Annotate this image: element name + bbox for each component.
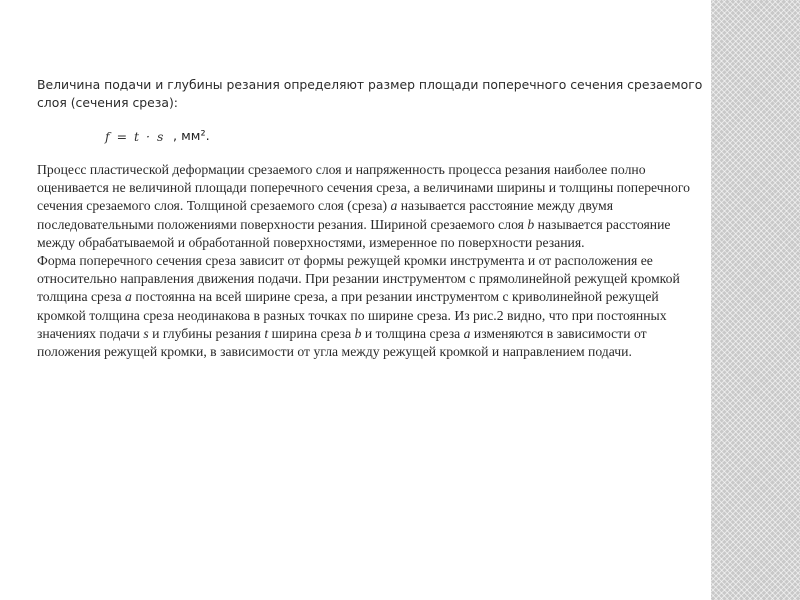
decorative-side-band: [711, 0, 800, 600]
text-segment: постоянна на всей ширине среза, а при резании инструментом с криволинейной режущей кромкой толщина среза неодинакова в разных точках по ширине среза. Из рис.2 видно, что при постоянных значениях подачи: [37, 289, 667, 341]
cut-shape-paragraph: [37, 252, 707, 361]
text-segment: ширина среза: [268, 325, 355, 341]
text-segment: и глубины резания: [148, 325, 265, 341]
paragraph-gap: [37, 147, 707, 161]
variable-a: а: [125, 289, 132, 305]
text-segment: и толщина среза: [361, 325, 464, 341]
variable-t: t: [264, 325, 269, 341]
area-formula: f = t · s: [105, 128, 165, 144]
variable-s: s: [143, 325, 149, 341]
cut-thickness-width-paragraph: [37, 161, 707, 252]
formula-row: [105, 125, 707, 147]
variable-b: b: [527, 216, 535, 232]
text-segment: называется расстояние между двумя последовательными положениями поверхности резания. Шириной срезаемого слоя: [37, 198, 613, 232]
variable-a: а: [390, 198, 398, 214]
intro-text: Величина подачи и глубины резания определяют размер площади поперечного сечения срезаемого слоя (сечения среза):: [37, 77, 703, 110]
text-segment: называется расстояние между обрабатываемой и обработанной поверхностями, измеренное по поверхности резания.: [37, 216, 671, 250]
text-segment: Процесс пластической деформации срезаемого слоя и напряженность процесса резания наиболее полно оценивается не величиной площади поперечного сечения среза, а величинами ширины и толщины поперечного сечения срезаемого слоя. Толщиной срезаемого слоя (среза): [37, 162, 690, 214]
variable-a: а: [463, 325, 471, 341]
slide-content: [37, 76, 707, 361]
variable-b: b: [354, 325, 362, 341]
text-segment: изменяются в зависимости от положения режущей кромки, в зависимости от угла между режущей кромкой и направлением подачи.: [37, 325, 647, 360]
area-formula-unit: , мм².: [173, 128, 210, 144]
text-segment: Форма поперечного сечения среза зависит от формы режущей кромки инструмента и от расположения ее относительно направления движения подачи. При резании инструментом с прямолинейной режущей кромкой толщина среза: [37, 253, 680, 305]
